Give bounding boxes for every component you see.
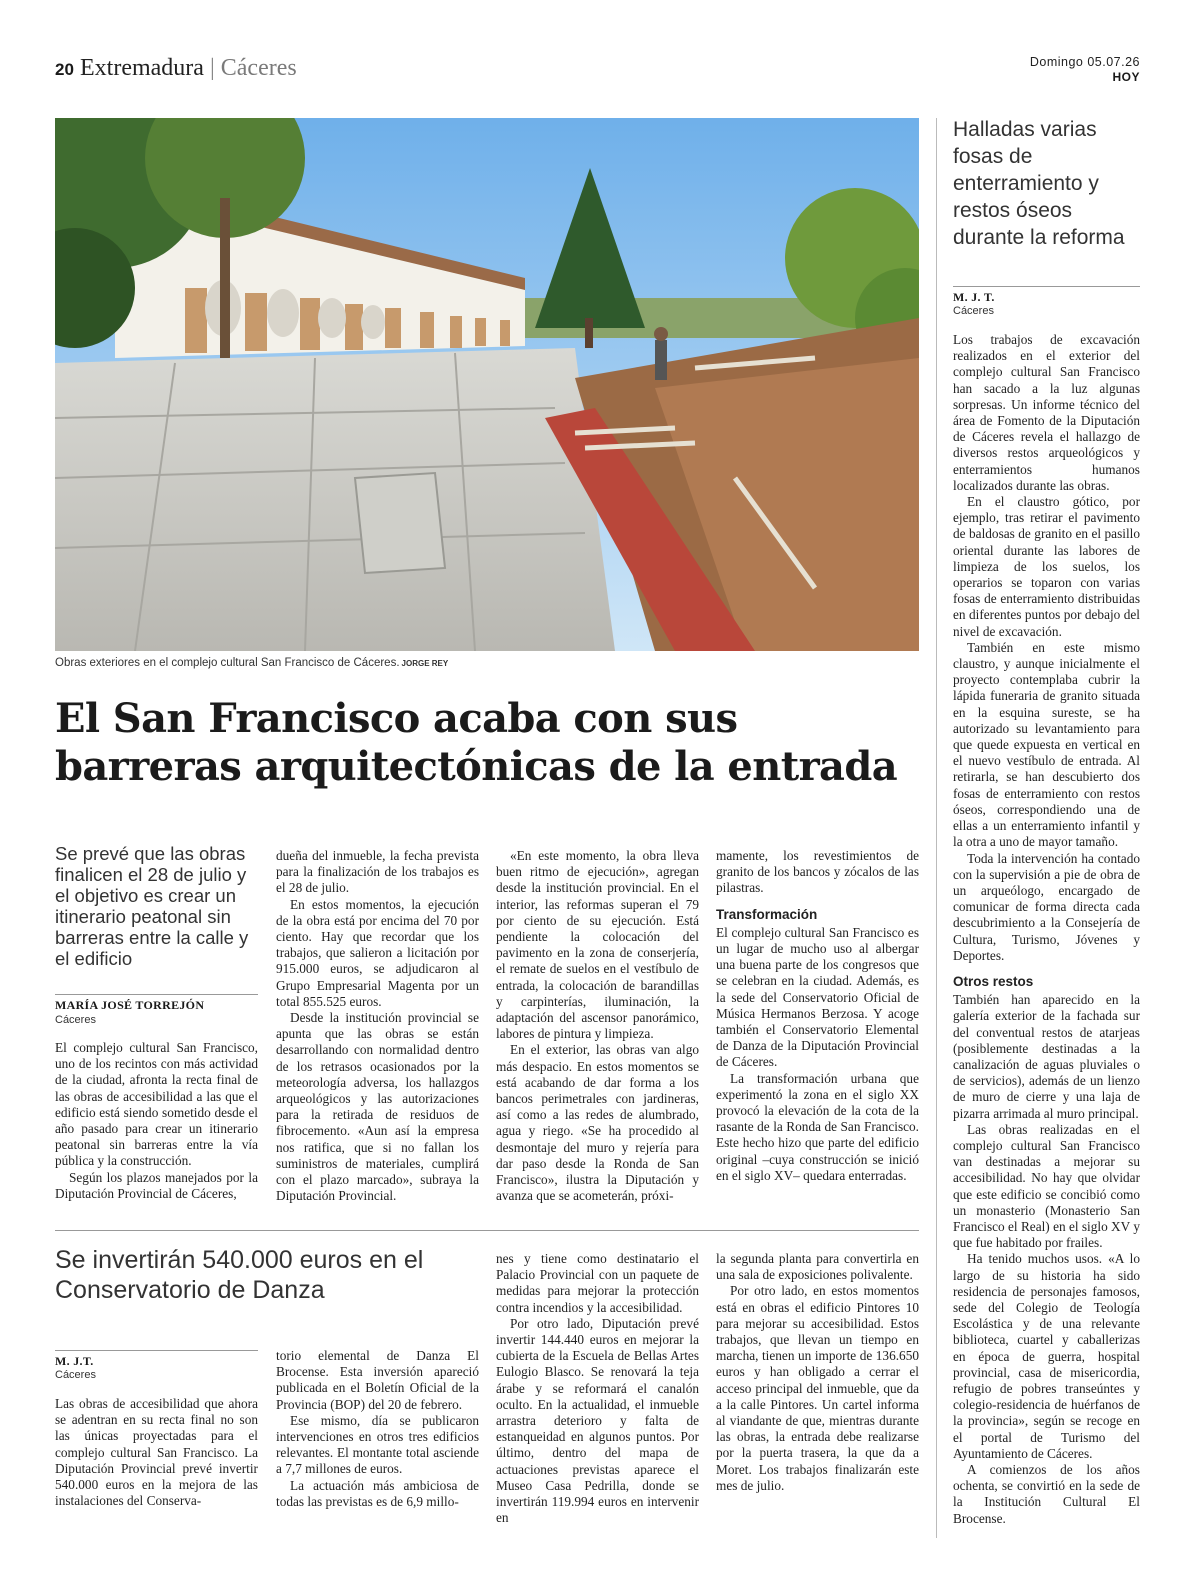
main-col4-p2: La transformación urbana que experimentó la zona en el siglo XX provocó la elevación de la cota de la rasante de la Ronda de San Francisco. Este hecho hizo que parte del edificio original –cuya construcción se inició en el siglo XV– quedara enterradas. xyxy=(716,1070,919,1183)
sidebar-divider xyxy=(936,118,937,1538)
sidebar-p1: Los trabajos de excavación realizados en el exterior del complejo cultural San Francisco han sacado a la luz algunas sorpresas. Un informe técnico del área de Fomento de la Diputación de Cáceres revela el hallazgo de diversos restos arqueológicos y enterramientos humanos localizados durante las obras. xyxy=(953,332,1140,493)
sidebar-headline: Halladas varias fosas de enterramiento y restos óseos durante la reforma xyxy=(953,118,1125,249)
second-col2-p1: torio elemental de Danza El Brocense. Esta inversión apareció publicada en el Boletín Oficial de la Provincia (BOP) del 20 de febrero. xyxy=(276,1348,479,1412)
main-column-2 xyxy=(276,848,479,1204)
second-col4-p1: la segunda planta para convertirla en una sala de exposiciones polivalente. xyxy=(716,1251,919,1283)
second-col2-p3: La actuación más ambiciosa de todas las previstas es de 6,9 millo- xyxy=(276,1477,479,1509)
main-column-4 xyxy=(716,848,919,1184)
main-author: MARÍA JOSÉ TORREJÓN xyxy=(55,998,205,1012)
sidebar-p8: A comienzos de los años ochenta, se convirtió en la sede de la Institución Cultural El Brocense. xyxy=(953,1462,1140,1526)
main-photo xyxy=(55,118,919,651)
second-headline: Se invertirán 540.000 euros en el Conservatorio de Danza xyxy=(55,1246,424,1304)
sidebar-body xyxy=(953,332,1140,1527)
second-column-1 xyxy=(55,1396,258,1509)
subsection-name: Cáceres xyxy=(220,55,297,81)
main-column-3 xyxy=(496,848,699,1204)
section-divider: | xyxy=(209,55,215,81)
section-name: Extremadura xyxy=(80,55,204,81)
main-col4-intro: mamente, los revestimientos de granito de los bancos y zócalos de las pilastras. xyxy=(716,848,919,896)
main-col4-subhead: Transformación xyxy=(716,906,818,922)
sidebar-place: Cáceres xyxy=(953,305,994,317)
sidebar-p6: Las obras realizadas en el complejo cultural San Francisco van destinadas a mejorar su accesibilidad. No hay que olvidar que este edificio se concibió como un monasterio (Monasterio San Francisco el Real) en el siglo XV y que fue habitado por frailes. xyxy=(953,1121,1140,1251)
main-col3-p1: «En este momento, la obra lleva buen ritmo de ejecución», agregan desde la institución provincial. En el interior, las reformas superan el 79 por ciento de su ejecución. Está pendiente la colocación del pavimento en la zona de conserjería, el remate de suelos en el vestíbulo de entrada, la colocación de barandillas y carpinterías, iluminación, la adaptación del ascensor panorámico, labores de pintura y limpieza. xyxy=(496,848,699,1042)
sidebar-subhead: Otros restos xyxy=(953,973,1034,989)
byline-rule xyxy=(55,994,258,995)
publication-name: HOY xyxy=(1112,70,1140,84)
sidebar-p4: Toda la intervención ha contado con la supervisión a pie de obra de un arqueólogo, encargado de comunicar de forma directa cada descubrimiento a la Consejería de Cultura, Turismo, Jóvenes y Deportes. xyxy=(953,850,1140,963)
main-col1-p2: Según los plazos manejados por la Diputación Provincial de Cáceres, xyxy=(55,1169,258,1201)
sidebar-p3: También en este mismo claustro, y aunque inicialmente el proyecto contemplaba cubrir la lápida funeraria de granito situada en la esquina sureste, se ha autorizado su levantamiento para que quede expuesta en vertical en el nuevo vestíbulo de entrada. Al retirarla, se han descubierto dos fosas de enterramiento con restos óseos, correspondiendo una de ellas a un enterramiento infantil y la otra a uno de mayor tamaño. xyxy=(953,639,1140,850)
second-byline-rule xyxy=(55,1350,258,1351)
main-col1-p1: El complejo cultural San Francisco, uno de los recintos con más actividad de la ciudad, afronta la recta final de las obras de accesibilidad a las que el edificio está siendo sometido desde el año pasado para crear un itinerario peatonal sin barreras entre la vía pública y la construcción. xyxy=(55,1040,258,1169)
page-number: 20 xyxy=(55,60,74,79)
second-col4-p2: Por otro lado, en estos momentos está en obras el edificio Pintores 10 para mejorar su accesibilidad. Estos trabajos, que llevan un tiempo en marcha, tienen un importe de 136.650 euros y han obligado a cerrar el acceso principal del inmueble, que da a la calle Pintores. Un cartel informa al viandante de que, mientras durante las obras, la entrada debe realizarse por la puerta trasera, la que da a Moret. Los trabajos finalizarán este mes de julio. xyxy=(716,1283,919,1493)
issue-date: Domingo 05.07.26 xyxy=(1029,55,1140,69)
second-col3-p2: Por otro lado, Diputación prevé invertir 144.440 euros en mejorar la cubierta de la Escuela de Bellas Artes Eulogio Blasco. Se renovará la teja árabe y se reformará el canalón oculto. En la actualidad, el inmueble arrastra deterioro y falta de estanqueidad en algunos puntos. Por último, dentro del mapa de actuaciones previstas aparece el Museo Casa Pedrilla, donde se invertirán 119.994 euros en intervenir en xyxy=(496,1315,699,1526)
sidebar-p2: En el claustro gótico, por ejemplo, tras retirar el pavimento de baldosas de granito en el pasillo oriental durante las labores de limpieza de los suelos, los operarios se toparon con varias fosas de enterramiento distribuidas en diferentes puntos por debajo del nivel de excavación. xyxy=(953,494,1140,639)
second-column-2 xyxy=(276,1348,479,1510)
sidebar-p5: También han aparecido en la galería exterior de la fachada sur del conventual restos de atarjeas (posiblemente destinadas a la canalización de aguas pluviales o de servicios), además de un lienzo de muro de cierre y una laja de pizarra arrimada al muro principal. xyxy=(953,992,1140,1121)
main-col2-p1: dueña del inmueble, la fecha prevista para la finalización de los trabajos es el 28 de julio. xyxy=(276,848,479,896)
second-column-4 xyxy=(716,1251,919,1494)
main-col2-p2: En estos momentos, la ejecución de la obra está por encima del 70 por ciento. Hay que recordar que los trabajos, que salieron a licitación por 915.000 euros, se adjudicaron al Grupo Empresarial Magenta por un total 855.525 euros. xyxy=(276,896,479,1009)
main-col2-p3: Desde la institución provincial se apunta que las obras se están desarrollando con normalidad dentro de los retrasos ocasionados por la meteorología adversa, los hallazgos arqueológicos y las autorizaciones para la retirada de residuos de fibrocemento. «Aun así la empresa nos ratifica, que si no fallan los suministros de materiales, cumplirá con el plazo marcado», subraya la Diputación Provincial. xyxy=(276,1010,479,1204)
second-col2-p2: Ese mismo, día se publicaron intervenciones en otros tres edificios relevantes. El montante total asciende a 7,7 millones de euros. xyxy=(276,1412,479,1477)
main-deck: Se prevé que las obras finalicen el 28 de julio y el objetivo es crear un itinerario peatonal sin barreras entre la calle y el edificio xyxy=(55,843,249,969)
second-col3-p1: nes y tiene como destinatario el Palacio Provincial con un paquete de medidas para mejorar la protección contra incendios y la accesibilidad. xyxy=(496,1251,699,1315)
second-col1-p1: Las obras de accesibilidad que ahora se adentran en su recta final no son las únicas proyectadas para el complejo cultural San Francisco. La Diputación Provincial prevé invertir 540.000 euros en la mejora de las instalaciones del Conserva- xyxy=(55,1396,258,1509)
main-col3-p2: En el exterior, las obras van algo más despacio. En estos momentos se está acabando de dar forma a los bancos perimetrales con jardineras, así como a las redes de alumbrado, agua y riego. «Se ha procedido al desmontaje del muro y rejería para dar paso desde la Ronda de San Francisco», ilustra la Diputación y avanza que se acometerán, próxi- xyxy=(496,1042,699,1204)
sidebar-byline-rule xyxy=(953,286,1140,287)
main-col4-p1: El complejo cultural San Francisco es un lugar de mucho uso al albergar una buena parte de los congresos que se celebran en la ciudad. Además, es la sede del Conservatorio Oficial de Música Hermanos Berzosa. Y acoge también el Conservatorio Elemental de Danza de la Diputación Provincial de Cáceres. xyxy=(716,924,919,1070)
section-label xyxy=(80,55,297,82)
second-place: Cáceres xyxy=(55,1369,96,1381)
photo-caption xyxy=(55,657,919,669)
sidebar-p7: Ha tenido muchos usos. «A lo largo de su historia ha sido residencia de personajes famosos, sede del Colegio de Teología Escolástica y de una relevante biblioteca, cuartel y caballerizas en época de guerra, hospital provincial, casa de misericordia, refugio de pobres transeúntes y colegio-residencia de huérfanos de la provincia», según se recoge en el portal de Turismo del Ayuntamiento de Cáceres. xyxy=(953,1251,1140,1461)
main-place: Cáceres xyxy=(55,1014,96,1026)
second-column-3 xyxy=(496,1251,699,1526)
sidebar-author: M. J. T. xyxy=(953,290,995,304)
second-author: M. J.T. xyxy=(55,1354,94,1368)
main-headline: El San Francisco acaba con sus barreras arquitectónicas de la entrada xyxy=(55,695,898,790)
photo-credit: JORGE REY xyxy=(401,659,449,668)
caption-text: Obras exteriores en el complejo cultural San Francisco de Cáceres. xyxy=(55,657,400,669)
story-divider xyxy=(55,1230,919,1231)
main-column-1 xyxy=(55,1040,258,1202)
page-header xyxy=(55,55,1140,89)
